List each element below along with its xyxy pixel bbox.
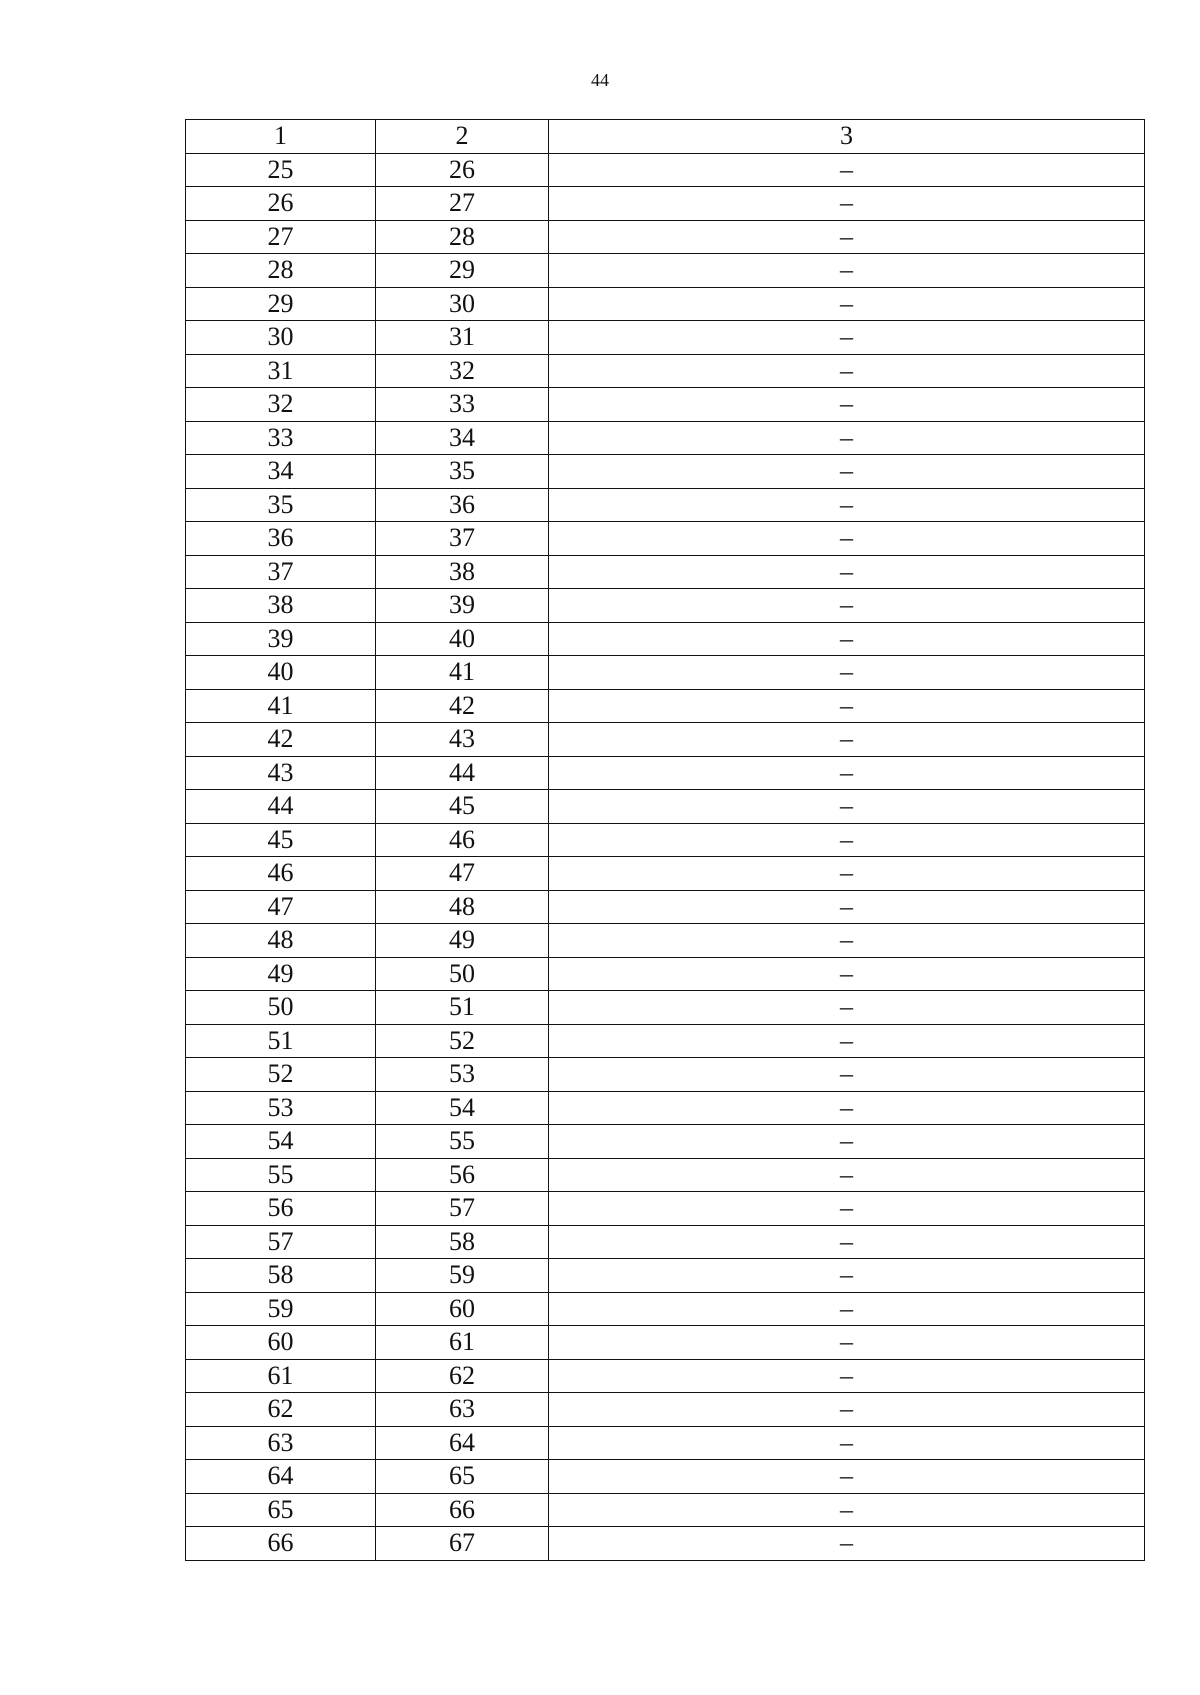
table-cell-col1: 56: [186, 1192, 376, 1226]
table-cell-col3: –: [549, 1493, 1145, 1527]
table-row: [186, 354, 1145, 388]
table-cell-col2: 41: [376, 656, 549, 690]
table-row: [186, 555, 1145, 589]
table-cell-col3: –: [549, 488, 1145, 522]
table-cell-col3: –: [549, 1091, 1145, 1125]
table-row: [186, 589, 1145, 623]
table-row: [186, 1091, 1145, 1125]
table-cell-col1: 61: [186, 1359, 376, 1393]
table-row: [186, 756, 1145, 790]
table-cell-col1: 59: [186, 1292, 376, 1326]
table-cell-col3: –: [549, 991, 1145, 1025]
table-cell-col2: 49: [376, 924, 549, 958]
table-cell-col1: 65: [186, 1493, 376, 1527]
table-cell-col3: –: [549, 890, 1145, 924]
table-cell-col2: 37: [376, 522, 549, 556]
table-cell-col3: –: [549, 656, 1145, 690]
table-cell-col2: 45: [376, 790, 549, 824]
table-row: [186, 1058, 1145, 1092]
table-row: [186, 1259, 1145, 1293]
table-row: [186, 1192, 1145, 1226]
table-cell-col1: 53: [186, 1091, 376, 1125]
table-cell-col1: 55: [186, 1158, 376, 1192]
table-cell-col2: 64: [376, 1426, 549, 1460]
table-cell-col1: 31: [186, 354, 376, 388]
table-cell-col1: 60: [186, 1326, 376, 1360]
table-cell-col3: –: [549, 1426, 1145, 1460]
table-cell-col2: 59: [376, 1259, 549, 1293]
table-row: [186, 1393, 1145, 1427]
table-cell-col2: 52: [376, 1024, 549, 1058]
table-cell-col2: 44: [376, 756, 549, 790]
table-cell-col2: 62: [376, 1359, 549, 1393]
table-row: [186, 790, 1145, 824]
table-row: [186, 187, 1145, 221]
table-cell-col1: 42: [186, 723, 376, 757]
table-row: [186, 321, 1145, 355]
table-cell-col2: 56: [376, 1158, 549, 1192]
table-cell-col3: –: [549, 1058, 1145, 1092]
table-cell-col3: –: [549, 957, 1145, 991]
table-cell-col3: –: [549, 555, 1145, 589]
table-row: [186, 287, 1145, 321]
table-cell-col3: –: [549, 723, 1145, 757]
table-cell-col3: –: [549, 153, 1145, 187]
table-row: [186, 890, 1145, 924]
table-row: [186, 522, 1145, 556]
table-row: [186, 1527, 1145, 1561]
table-cell-col3: –: [549, 1125, 1145, 1159]
table-cell-col1: 54: [186, 1125, 376, 1159]
table-cell-col2: 27: [376, 187, 549, 221]
table-cell-col2: 54: [376, 1091, 549, 1125]
table-cell-col3: –: [549, 1527, 1145, 1561]
table-cell-col1: 45: [186, 823, 376, 857]
table-cell-col2: 38: [376, 555, 549, 589]
table-cell-col3: –: [549, 1225, 1145, 1259]
table-row: [186, 823, 1145, 857]
table-cell-col2: 32: [376, 354, 549, 388]
table-row: [186, 924, 1145, 958]
table-row: [186, 622, 1145, 656]
table-row: [186, 455, 1145, 489]
table-cell-col2: 58: [376, 1225, 549, 1259]
table-cell-col3: –: [549, 857, 1145, 891]
table-cell-col1: 28: [186, 254, 376, 288]
table-cell-col1: 34: [186, 455, 376, 489]
table-cell-col2: 55: [376, 1125, 549, 1159]
table-cell-col2: 31: [376, 321, 549, 355]
table-cell-col3: –: [549, 187, 1145, 221]
data-table: [185, 119, 1145, 1561]
table-row: [186, 1359, 1145, 1393]
table-row: [186, 656, 1145, 690]
table-row: [186, 1326, 1145, 1360]
table-cell-col3: –: [549, 354, 1145, 388]
page-number: 44: [591, 70, 609, 90]
table-cell-col2: 42: [376, 689, 549, 723]
table-cell-col1: 58: [186, 1259, 376, 1293]
table-row: [186, 220, 1145, 254]
table-cell-col1: 25: [186, 153, 376, 187]
table-cell-col1: 35: [186, 488, 376, 522]
table-cell-col3: –: [549, 421, 1145, 455]
table-cell-col3: –: [549, 1326, 1145, 1360]
table-cell-col2: 60: [376, 1292, 549, 1326]
table-cell-col2: 29: [376, 254, 549, 288]
table-cell-col3: –: [549, 1158, 1145, 1192]
table-cell-col1: 44: [186, 790, 376, 824]
table-row: [186, 388, 1145, 422]
table-row: [186, 488, 1145, 522]
table-cell-col2: 67: [376, 1527, 549, 1561]
table-cell-col1: 48: [186, 924, 376, 958]
table-cell-col2: 57: [376, 1192, 549, 1226]
table-cell-col3: –: [549, 455, 1145, 489]
table-row: [186, 1158, 1145, 1192]
table-cell-col1: 47: [186, 890, 376, 924]
table-row: [186, 1225, 1145, 1259]
table-cell-col1: 57: [186, 1225, 376, 1259]
table-cell-col2: 47: [376, 857, 549, 891]
table-row: [186, 1493, 1145, 1527]
table-cell-col3: –: [549, 924, 1145, 958]
table-cell-col3: –: [549, 254, 1145, 288]
table-row: [186, 991, 1145, 1025]
table-row: [186, 723, 1145, 757]
table-cell-col1: 46: [186, 857, 376, 891]
table-cell-col1: 26: [186, 187, 376, 221]
table-row: [186, 1292, 1145, 1326]
table-cell-col2: 50: [376, 957, 549, 991]
table-cell-col2: 30: [376, 287, 549, 321]
table-cell-col2: 43: [376, 723, 549, 757]
table-container: [185, 119, 1145, 1561]
table-cell-col3: –: [549, 1393, 1145, 1427]
table-row: [186, 1426, 1145, 1460]
table-cell-col2: 33: [376, 388, 549, 422]
table-row: [186, 254, 1145, 288]
table-header-row: [186, 120, 1145, 154]
table-cell-col3: –: [549, 220, 1145, 254]
table-row: [186, 689, 1145, 723]
table-cell-col2: 65: [376, 1460, 549, 1494]
table-cell-col3: –: [549, 1259, 1145, 1293]
table-cell-col3: –: [549, 689, 1145, 723]
table-cell-col2: 35: [376, 455, 549, 489]
table-cell-col2: 36: [376, 488, 549, 522]
table-cell-col3: –: [549, 1359, 1145, 1393]
table-cell-col1: 63: [186, 1426, 376, 1460]
table-row: [186, 857, 1145, 891]
table-cell-col2: 26: [376, 153, 549, 187]
table-cell-col1: 51: [186, 1024, 376, 1058]
table-cell-col3: –: [549, 321, 1145, 355]
table-row: [186, 421, 1145, 455]
table-cell-col2: 48: [376, 890, 549, 924]
table-cell-col1: 38: [186, 589, 376, 623]
table-cell-col1: 40: [186, 656, 376, 690]
table-cell-col3: –: [549, 388, 1145, 422]
table-cell-col2: 61: [376, 1326, 549, 1360]
table-cell-col1: 41: [186, 689, 376, 723]
table-cell-col1: 32: [186, 388, 376, 422]
table-cell-col3: –: [549, 790, 1145, 824]
table-cell-col1: 43: [186, 756, 376, 790]
table-row: [186, 1125, 1145, 1159]
table-row: [186, 153, 1145, 187]
table-cell-col2: 63: [376, 1393, 549, 1427]
table-cell-col1: 50: [186, 991, 376, 1025]
table-cell-col1: 39: [186, 622, 376, 656]
table-cell-col3: –: [549, 589, 1145, 623]
table-cell-col1: 36: [186, 522, 376, 556]
table-body: [186, 120, 1145, 1561]
table-cell-col3: –: [549, 1192, 1145, 1226]
table-cell-col1: 62: [186, 1393, 376, 1427]
table-cell-col3: –: [549, 756, 1145, 790]
table-cell-col1: 64: [186, 1460, 376, 1494]
table-cell-col2: 51: [376, 991, 549, 1025]
column-header-3: 3: [549, 120, 1145, 154]
table-cell-col2: 40: [376, 622, 549, 656]
table-cell-col1: 29: [186, 287, 376, 321]
table-cell-col1: 33: [186, 421, 376, 455]
table-cell-col3: –: [549, 1460, 1145, 1494]
table-row: [186, 1024, 1145, 1058]
table-cell-col3: –: [549, 1024, 1145, 1058]
column-header-2: 2: [376, 120, 549, 154]
table-cell-col2: 34: [376, 421, 549, 455]
table-cell-col1: 66: [186, 1527, 376, 1561]
column-header-1: 1: [186, 120, 376, 154]
table-cell-col3: –: [549, 287, 1145, 321]
table-cell-col1: 49: [186, 957, 376, 991]
table-cell-col3: –: [549, 522, 1145, 556]
table-cell-col3: –: [549, 1292, 1145, 1326]
table-cell-col1: 37: [186, 555, 376, 589]
table-cell-col3: –: [549, 823, 1145, 857]
table-row: [186, 1460, 1145, 1494]
table-cell-col2: 39: [376, 589, 549, 623]
table-cell-col1: 52: [186, 1058, 376, 1092]
table-cell-col1: 27: [186, 220, 376, 254]
table-cell-col2: 28: [376, 220, 549, 254]
table-row: [186, 957, 1145, 991]
table-cell-col3: –: [549, 622, 1145, 656]
table-cell-col1: 30: [186, 321, 376, 355]
table-cell-col2: 66: [376, 1493, 549, 1527]
table-cell-col2: 53: [376, 1058, 549, 1092]
table-cell-col2: 46: [376, 823, 549, 857]
